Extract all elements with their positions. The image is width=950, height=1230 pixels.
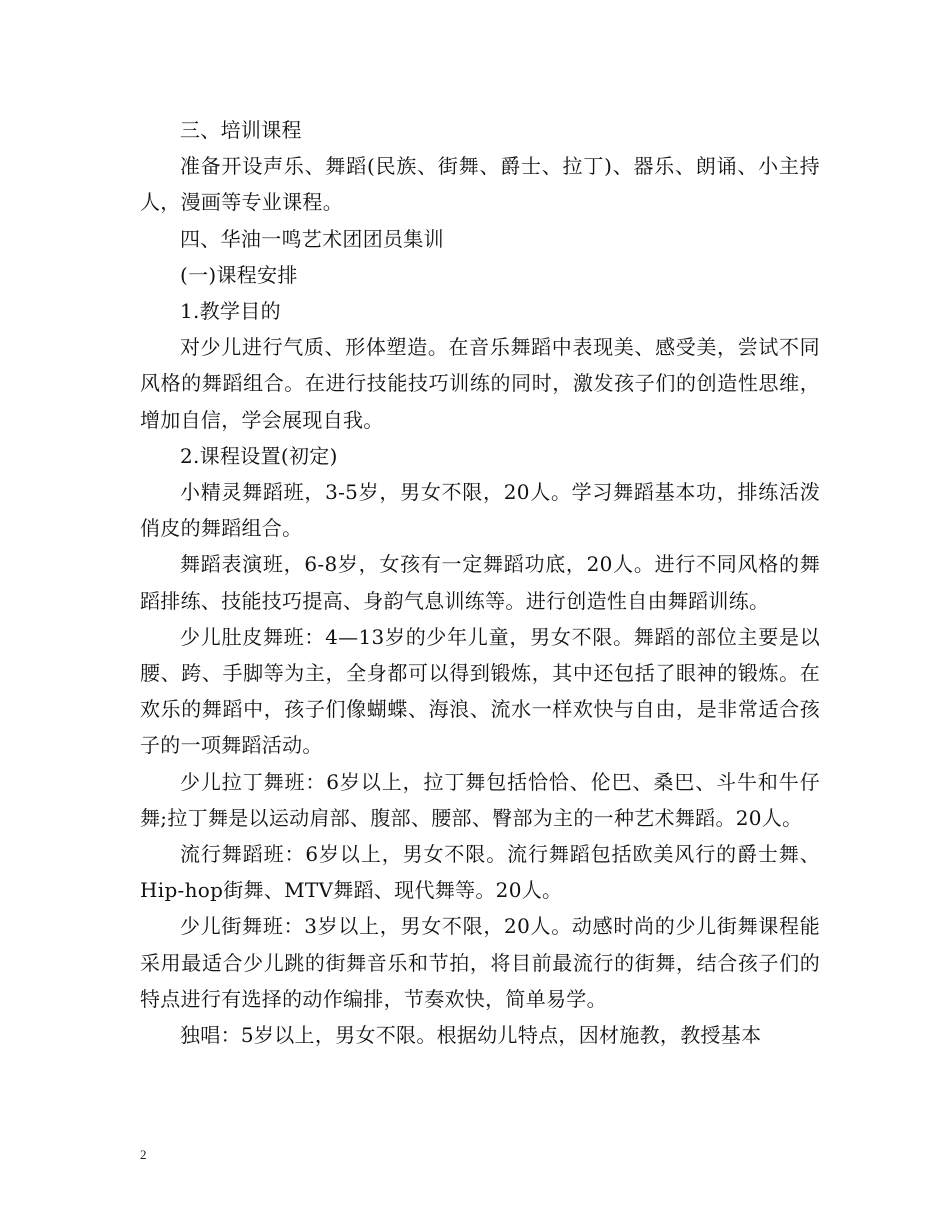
paragraph-solo-singing: 独唱：5岁以上，男女不限。根据幼儿特点，因材施教，教授基本 xyxy=(180,1023,762,1048)
section-heading-art-troupe-training: 四、华油一鸣艺术团团员集训 xyxy=(180,226,444,251)
paragraph-pop-dance-class: 流行舞蹈班：6岁以上，男女不限。流行舞蹈包括欧美风行的爵士舞、Hip-hop街舞、MTV舞蹈、现代舞等。20人。 xyxy=(140,842,820,903)
paragraph-latin-dance-class: 少儿拉丁舞班：6岁以上，拉丁舞包括恰恰、伦巴、桑巴、斗牛和牛仔舞;拉丁舞是以运动肩部、腹部、腰部、臀部为主的一种艺术舞蹈。20人。 xyxy=(140,769,820,830)
paragraph-courses-offered: 准备开设声乐、舞蹈(民族、街舞、爵士、拉丁)、器乐、朗诵、小主持人，漫画等专业课程。 xyxy=(140,154,820,215)
paragraph-little-elf-dance-class: 小精灵舞蹈班，3-5岁，男女不限，20人。学习舞蹈基本功，排练活泼俏皮的舞蹈组合。 xyxy=(140,480,820,541)
document-body xyxy=(140,112,820,1053)
page-number: 2 xyxy=(140,1147,147,1162)
subheading-teaching-goal: 1.教学目的 xyxy=(180,299,281,324)
subheading-course-arrangement: (一)课程安排 xyxy=(180,262,298,287)
subheading-course-setup: 2.课程设置(初定) xyxy=(180,443,338,468)
paragraph-teaching-goal: 对少儿进行气质、形体塑造。在音乐舞蹈中表现美、感受美，尝试不同风格的舞蹈组合。在进行技能技巧训练的同时，激发孩子们的创造性思维，增加自信，学会展现自我。 xyxy=(140,335,820,432)
paragraph-dance-performance-class: 舞蹈表演班，6-8岁，女孩有一定舞蹈功底，20人。进行不同风格的舞蹈排练、技能技巧提高、身韵气息训练等。进行创造性自由舞蹈训练。 xyxy=(140,552,820,613)
paragraph-belly-dance-class: 少儿肚皮舞班：4—13岁的少年儿童，男女不限。舞蹈的部位主要是以腰、跨、手脚等为主，全身都可以得到锻炼，其中还包括了眼神的锻炼。在欢乐的舞蹈中，孩子们像蝴蝶、海浪、流水一样欢快与自由，是非常适合孩子的一项舞蹈活动。 xyxy=(140,624,820,758)
paragraph-street-dance-class: 少儿街舞班：3岁以上，男女不限，20人。动感时尚的少儿街舞课程能采用最适合少儿跳的街舞音乐和节拍，将目前最流行的街舞，结合孩子们的特点进行有选择的动作编排，节奏欢快，简单易学。 xyxy=(140,914,820,1011)
section-heading-training-courses: 三、培训课程 xyxy=(180,118,302,142)
